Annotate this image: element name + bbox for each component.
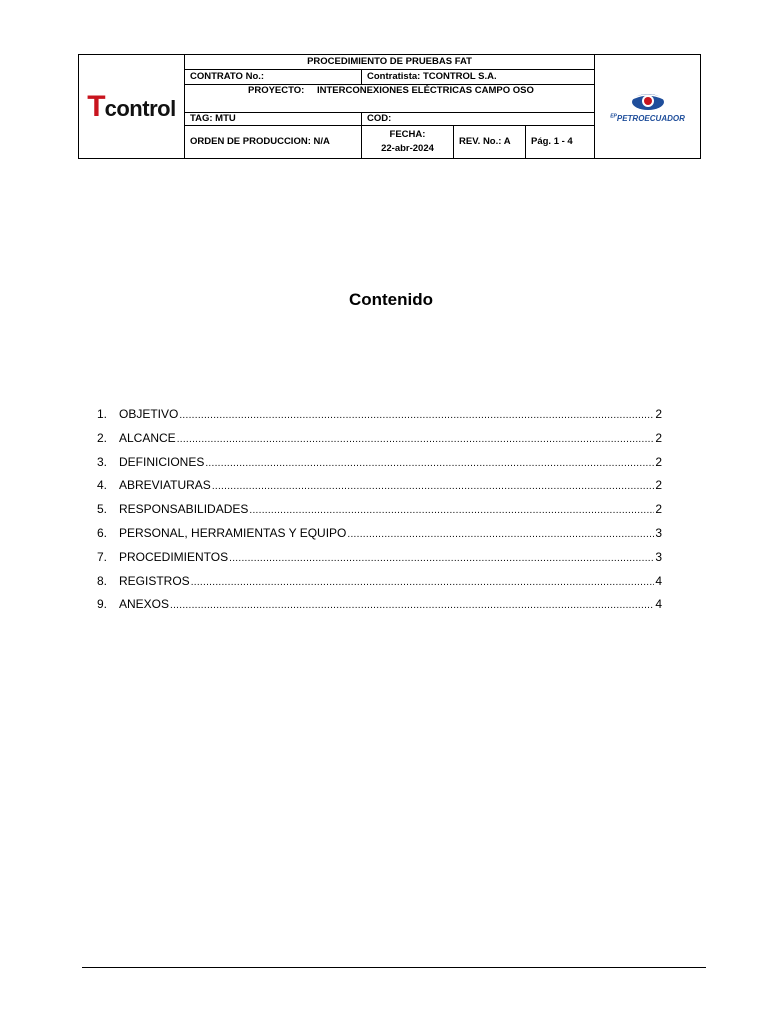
toc-leader-dots <box>205 455 654 473</box>
toc-page-number: 4 <box>655 597 662 612</box>
toc-label: DEFINICIONES <box>119 454 205 469</box>
toc-entry[interactable] <box>97 595 662 619</box>
toc-page-number: 3 <box>655 549 662 564</box>
toc-number: 9. <box>97 597 108 612</box>
rev-cell: REV. No.: A <box>454 126 526 159</box>
toc-number: 3. <box>97 454 108 469</box>
toc-page-number: 4 <box>655 573 662 588</box>
orden-cell: ORDEN DE PRODUCCION: N/A <box>185 126 362 159</box>
table-of-contents <box>97 405 662 619</box>
toc-entry[interactable] <box>97 524 662 548</box>
toc-entry[interactable] <box>97 476 662 500</box>
toc-leader-dots <box>347 526 654 544</box>
fecha-value: 22-abr-2024 <box>381 143 434 154</box>
toc-page-number: 2 <box>655 430 662 445</box>
toc-leader-dots <box>191 574 655 592</box>
toc-entry[interactable] <box>97 572 662 596</box>
footer-divider <box>82 967 706 968</box>
petroecuador-ep: EP <box>610 113 617 120</box>
toc-leader-dots <box>179 407 654 425</box>
toc-label: PROCEDIMIENTOS <box>119 549 229 564</box>
toc-number: 5. <box>97 502 108 517</box>
toc-entry[interactable] <box>97 500 662 524</box>
toc-label: REGISTROS <box>119 573 190 588</box>
toc-number: 7. <box>97 549 108 564</box>
toc-leader-dots <box>249 502 654 520</box>
tag-cell: TAG: MTU <box>185 113 362 126</box>
toc-page-number: 2 <box>655 454 662 469</box>
document-header <box>78 54 701 159</box>
toc-number: 4. <box>97 478 108 493</box>
toc-page-number: 2 <box>655 407 662 421</box>
toc-number: 1. <box>97 407 108 421</box>
petroecuador-logo <box>595 55 701 159</box>
proyecto-value: INTERCONEXIONES ELÉCTRICAS CAMPO OSO <box>316 85 534 96</box>
toc-page-number: 3 <box>655 525 662 540</box>
toc-leader-dots <box>170 597 654 615</box>
toc-label: ANEXOS <box>119 597 170 612</box>
tcontrol-logo-text: control <box>104 95 176 121</box>
toc-entry[interactable] <box>97 429 662 453</box>
contratista-cell: Contratista: TCONTROL S.A. <box>362 70 595 85</box>
tcontrol-logo-t: T <box>87 89 106 123</box>
toc-number: 6. <box>97 525 108 540</box>
fecha-label: FECHA: <box>389 128 426 140</box>
petroecuador-name: PETROECUADOR <box>616 114 685 124</box>
toc-label: ABREVIATURAS <box>119 478 211 493</box>
proyecto-label: PROYECTO: <box>248 85 305 96</box>
toc-label: RESPONSABILIDADES <box>119 502 249 517</box>
fecha-cell <box>362 126 454 159</box>
petroecuador-emblem-icon <box>630 89 666 113</box>
proyecto-cell <box>185 85 595 113</box>
toc-leader-dots <box>212 478 655 496</box>
toc-label: OBJETIVO <box>119 407 179 421</box>
toc-entry[interactable] <box>97 453 662 477</box>
toc-number: 8. <box>97 573 108 588</box>
toc-label: PERSONAL, HERRAMIENTAS Y EQUIPO <box>119 525 347 540</box>
tcontrol-logo <box>79 55 185 159</box>
doc-title-cell: PROCEDIMIENTO DE PRUEBAS FAT <box>185 55 595 70</box>
toc-label: ALCANCE <box>119 430 176 445</box>
pag-cell: Pág. 1 - 4 <box>526 126 595 159</box>
cod-cell: COD: <box>362 113 595 126</box>
content-title: Contenido <box>348 290 434 309</box>
toc-entry[interactable] <box>97 405 662 429</box>
toc-leader-dots <box>229 550 654 568</box>
toc-leader-dots <box>177 431 655 449</box>
toc-number: 2. <box>97 430 108 445</box>
toc-page-number: 2 <box>655 478 662 493</box>
toc-entry[interactable] <box>97 548 662 572</box>
toc-page-number: 2 <box>655 502 662 517</box>
contrato-label: CONTRATO No.: <box>185 70 362 85</box>
